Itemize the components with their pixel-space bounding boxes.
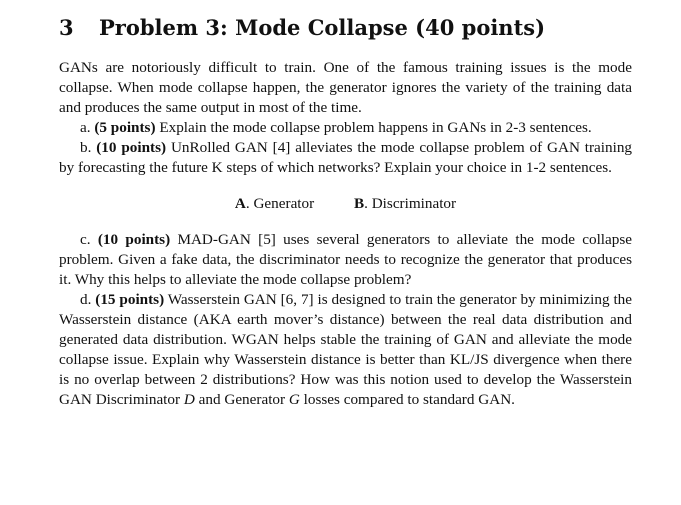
question-b: [59, 138, 632, 178]
question-d-points: (15 points): [95, 291, 165, 308]
option-b-text: . Discriminator: [364, 195, 457, 212]
question-d-text-1: Wasserstein GAN [6, 7] is designed to train the generator by minimizing the Wasserstein distance (AKA earth mover’s distance) between the real data distribution and generated data distribution. WGAN helps stable the training of GAN and alleviate the mode collapse issue. Explain why Wasserstein distance is better than KL/JS divergence when there is no overlap between 2 distributions? How was this notion used to develop the Wasserstein GAN Discriminator: [59, 291, 633, 408]
question-c-points: (10 points): [97, 231, 171, 248]
option-a-text: . Generator: [245, 195, 315, 212]
option-b-letter: B: [353, 195, 365, 212]
question-a-text: Explain the mode collapse problem happens in GANs in 2-3 sentences.: [159, 119, 592, 136]
generator-symbol: G: [288, 391, 300, 408]
section-number: 3: [59, 15, 74, 40]
question-b-options: [59, 194, 632, 214]
question-a: [59, 118, 632, 138]
document-page: [59, 14, 632, 410]
question-c-label: c.: [80, 231, 91, 248]
option-b: [354, 194, 456, 214]
question-b-text: UnRolled GAN [4] alleviates the mode collapse problem of GAN training by forecasting the future K steps of which networks? Explain your choice in 1-2 sentences.: [59, 139, 633, 176]
question-d: [59, 290, 632, 410]
question-a-points: (5 points): [94, 119, 156, 136]
question-b-label: b.: [80, 139, 92, 156]
section-title: Problem 3: Mode Collapse (40 points): [99, 15, 546, 40]
question-a-label: a.: [80, 119, 91, 136]
question-c-text: MAD-GAN [5] uses several generators to alleviate the mode collapse problem. Given a fake data, the discriminator needs to recognize the generator that produces it. Why this helps to alleviate the mode collapse problem?: [59, 231, 633, 288]
question-d-text-3: losses compared to standard GAN.: [303, 391, 515, 408]
intro-paragraph: GANs are notoriously difficult to train. One of the famous training issues is the mode collapse. When mode collapse happen, the generator ignores the variety of the training data and produces the same output in most of the time.: [59, 59, 632, 116]
question-c: [59, 230, 632, 290]
question-b-points: (10 points): [96, 139, 167, 156]
discriminator-symbol: D: [183, 391, 195, 408]
section-heading: [59, 14, 632, 42]
question-d-label: d.: [80, 291, 92, 308]
question-d-text-2: and Generator: [198, 391, 286, 408]
option-a: [235, 194, 314, 214]
option-a-letter: A: [234, 195, 246, 212]
